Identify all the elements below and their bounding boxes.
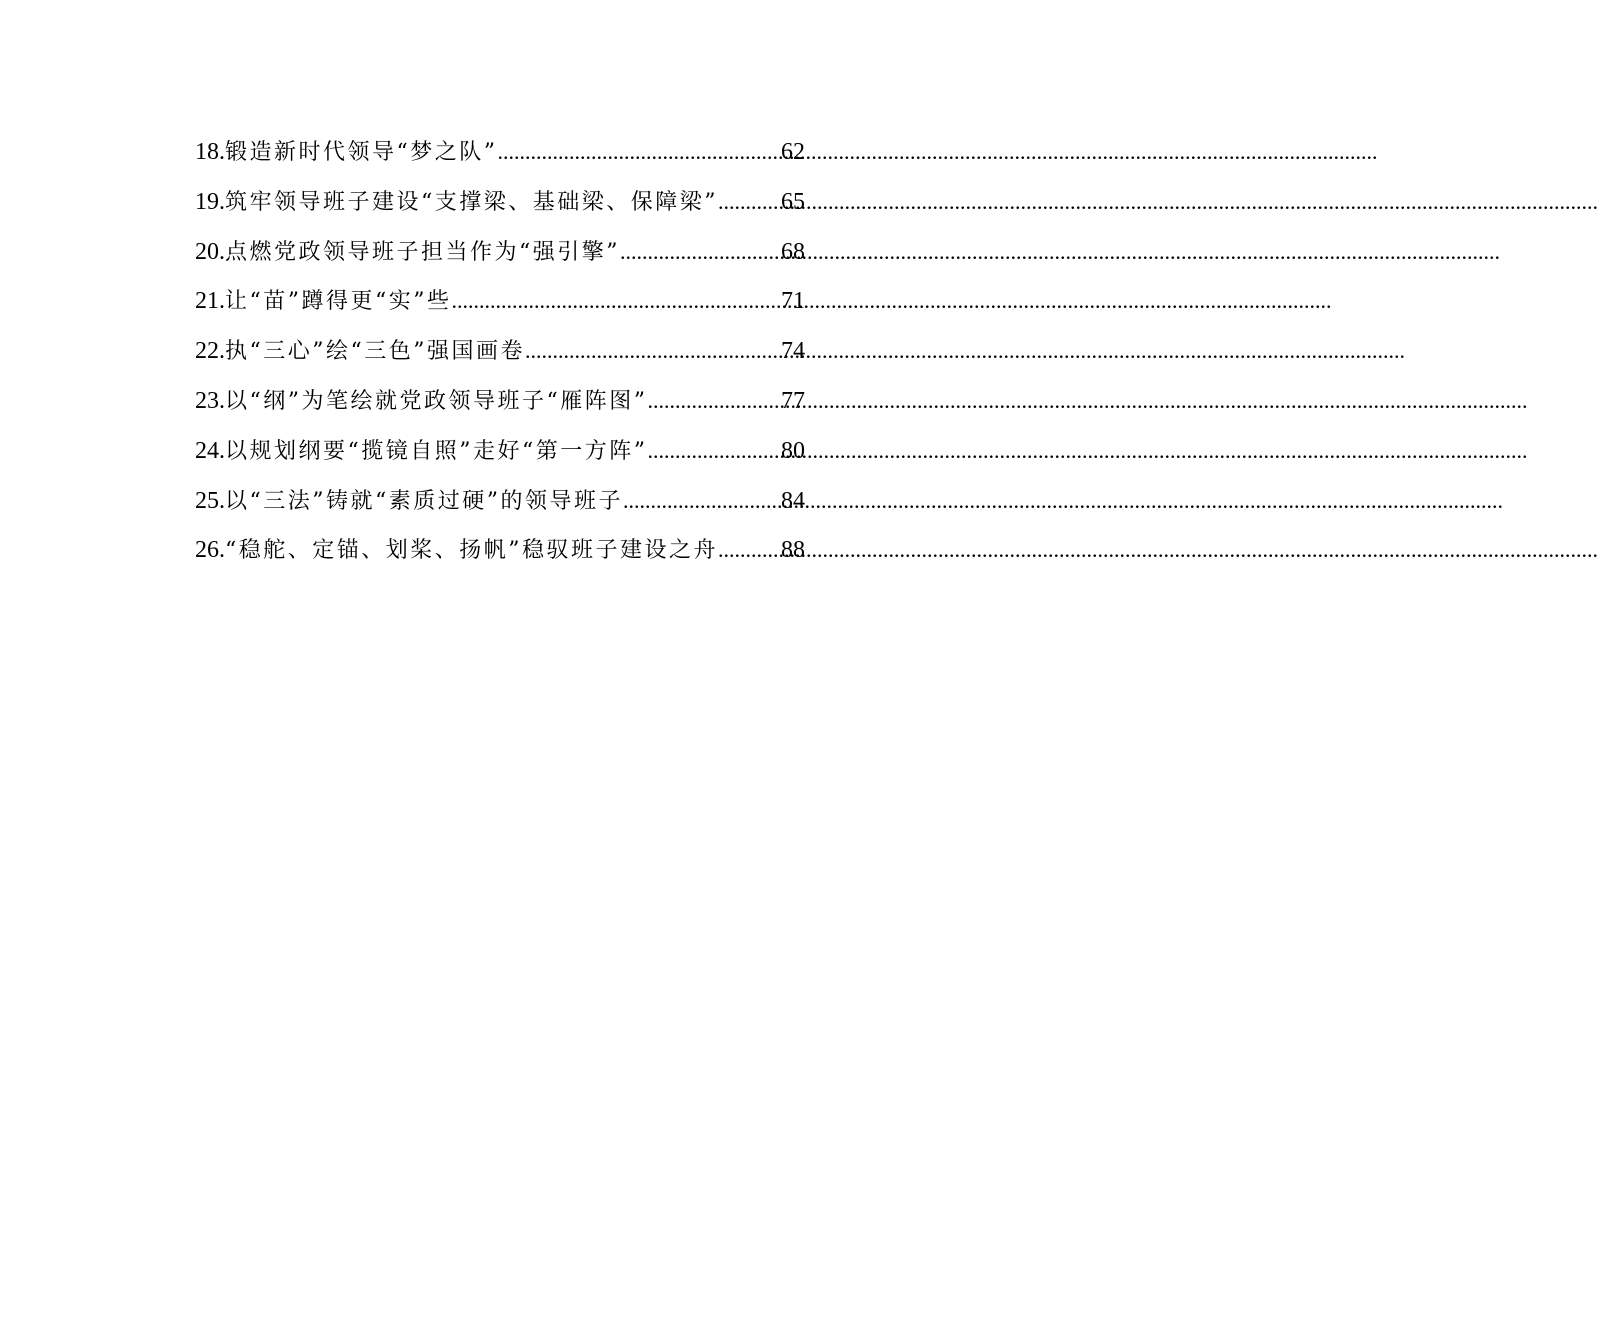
toc-entry-title: 执“三心”绘“三色”强国画卷 [225,339,525,365]
toc-dot-leader [648,426,782,476]
toc-dot-leader [452,276,782,326]
toc-entry-number: 18. [195,139,225,165]
toc-entry-title: 让“苗”蹲得更“实”些 [225,289,452,315]
toc-entry-page-number: 68 [781,238,805,265]
toc-entry-title: 点燃党政领导班子担当作为“强引擎” [225,239,620,265]
toc-entry-23[interactable] [195,376,805,426]
toc-entry-21[interactable] [195,276,805,326]
toc-entry-page-number: 77 [781,387,805,414]
toc-entry-20[interactable] [195,227,805,277]
toc-entry-number: 21. [195,288,225,315]
toc-dot-leader [498,127,782,177]
toc-entry-26[interactable] [195,525,805,575]
toc-entry-title: 以“纲”为笔绘就党政领导班子“雁阵图” [225,388,648,414]
toc-entry-22[interactable] [195,326,805,376]
toc-entry-page-number: 71 [781,288,805,315]
toc-entry-page-number: 65 [781,188,805,215]
toc-entry-18[interactable] [195,127,805,177]
toc-entry-number: 24. [195,437,225,464]
toc-dot-leader [525,326,781,376]
toc-entry-19[interactable] [195,177,805,227]
toc-entry-page-number: 74 [781,338,805,365]
toc-entry-title: 以规划纲要“揽镜自照”走好“第一方阵” [225,438,648,464]
toc-entry-page-number: 80 [781,437,805,464]
toc-dot-leader [648,376,782,426]
toc-entry-page-number: 84 [781,487,805,514]
toc-entry-25[interactable] [195,476,805,526]
toc-entry-number: 22. [195,338,225,365]
toc-entry-title: 锻造新时代领导“梦之队” [225,140,498,165]
toc-entry-title: 筑牢领导班子建设“支撑梁、基础梁、保障梁” [225,189,718,215]
toc-entry-page-number: 88 [781,537,805,564]
toc-entry-number: 20. [195,238,225,265]
toc-dot-leader [718,525,781,575]
toc-entry-number: 26. [195,537,225,564]
toc-entry-number: 25. [195,487,225,514]
toc-dot-leader [620,227,781,277]
toc-entry-24[interactable] [195,426,805,476]
toc-dot-leader [623,476,781,526]
toc-entry-number: 23. [195,387,225,414]
toc-entry-number: 19. [195,188,225,215]
table-of-contents [195,127,805,575]
toc-entry-title: “稳舵、定锚、划桨、扬帆”稳驭班子建设之舟 [225,538,718,564]
toc-dot-leader [718,177,781,227]
toc-entry-title: 以“三法”铸就“素质过硬”的领导班子 [225,488,623,514]
toc-entry-page-number: 62 [781,139,805,165]
